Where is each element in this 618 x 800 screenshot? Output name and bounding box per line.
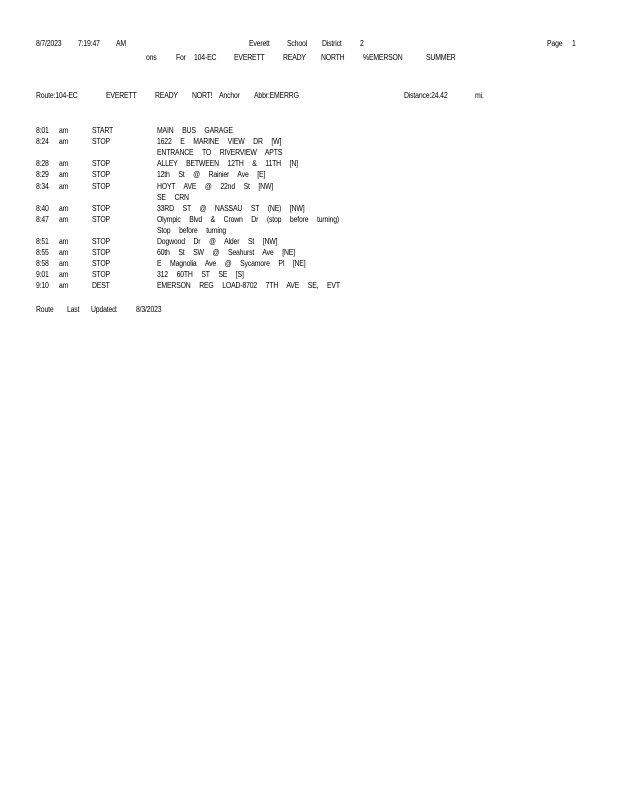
stop-desc-word: [N] [289, 159, 298, 169]
stop-desc-word: E [157, 259, 162, 269]
stop-time: 8:34 [36, 181, 49, 191]
stop-desc-word: ALLEY [157, 159, 178, 169]
page-label: Page [547, 39, 563, 48]
stop-desc-word: CRN [174, 192, 189, 202]
stop-ampm: am [59, 137, 69, 147]
title-word-1: Everett [249, 39, 270, 48]
subtitle-word-2: For [176, 53, 186, 62]
stop-desc-word: [NW] [258, 181, 274, 191]
report-date: 8/7/2023 [36, 39, 62, 48]
stop-type: STOP [92, 237, 110, 246]
stop-desc-word: @ [209, 237, 216, 246]
subtitle-route-code: 104-EC [194, 53, 217, 62]
stop-desc-word: MAIN [157, 126, 174, 135]
stop-desc-word: BUS [182, 126, 196, 135]
stop-desc-word: AVE [286, 281, 300, 291]
stop-description-continued [157, 193, 189, 202]
stop-desc-word: St [178, 248, 185, 258]
stop-type: STOP [92, 170, 110, 180]
stop-desc-word: TO [201, 148, 212, 158]
stop-description [157, 170, 265, 179]
stop-type: STOP [92, 248, 110, 258]
stop-time: 8:24 [36, 137, 49, 147]
stop-desc-word: Rainier [208, 170, 230, 180]
stop-desc-word: Magnolia [170, 259, 197, 269]
stop-desc-word: REG [199, 281, 214, 291]
subtitle-word-8: SUMMER [426, 53, 456, 62]
subtitle-word-7: %EMERSON [363, 53, 403, 62]
stop-description [157, 248, 295, 257]
stop-desc-word: 12th [157, 170, 170, 180]
stop-description [157, 204, 304, 213]
stop-desc-word: [NE] [282, 248, 295, 258]
stop-desc-word: 312 [157, 270, 168, 280]
stop-desc-word: @ [193, 170, 200, 180]
stop-desc-word: 1622 [157, 137, 172, 147]
stop-desc-word: @ [212, 248, 220, 258]
stop-desc-word: (stop [266, 214, 282, 224]
title-word-3: District [322, 39, 342, 48]
footer-date: 8/3/2023 [136, 305, 162, 314]
stop-desc-word: 7TH [265, 281, 279, 291]
stop-time: 8:51 [36, 237, 49, 246]
stop-desc-word: 12TH [227, 159, 244, 169]
stop-desc-word: VIEW [227, 137, 245, 147]
stop-time: 8:01 [36, 126, 49, 135]
stop-desc-word: RIVERVIEW [219, 148, 257, 158]
stop-desc-word: SW [193, 248, 204, 258]
route-id: Route:104-EC [36, 91, 78, 100]
stop-desc-word: Ave [262, 248, 274, 258]
stop-desc-word: EMERSON [157, 281, 191, 291]
stop-desc-word: 22nd [220, 181, 235, 191]
stop-time: 8:29 [36, 170, 49, 180]
stop-time: 8:47 [36, 214, 49, 224]
stop-ampm: am [59, 170, 69, 180]
stop-desc-word: HOYT [157, 181, 176, 191]
stop-desc-word: & [210, 214, 216, 224]
stop-desc-word: St [247, 237, 255, 246]
stop-desc-word: [E] [257, 170, 266, 180]
stop-desc-word: BETWEEN [186, 159, 219, 169]
stop-desc-word: ENTRANCE [157, 148, 194, 158]
stop-ampm: am [59, 237, 69, 246]
stop-description [157, 137, 281, 146]
stop-description [157, 215, 339, 224]
stop-desc-word: Sycamore [240, 259, 270, 269]
route-distance: Distance:24.42 [404, 91, 448, 100]
stop-description [157, 259, 305, 268]
stop-desc-word: [W] [271, 137, 282, 147]
stop-desc-word: ST [201, 270, 210, 280]
footer-label-2: Last [67, 305, 80, 314]
stop-desc-word: Olympic [157, 214, 181, 224]
stop-time: 8:55 [36, 248, 49, 258]
stop-time: 9:01 [36, 270, 49, 280]
stop-ampm: am [59, 159, 69, 169]
stop-desc-word: LOAD-8702 [222, 281, 258, 291]
stop-type: STOP [92, 203, 110, 213]
stop-desc-word: Pl [278, 259, 285, 269]
stop-desc-word: 60th [157, 248, 170, 258]
stop-desc-word: (NE) [267, 203, 282, 213]
stop-desc-word: @ [204, 181, 212, 191]
stop-desc-word: 11TH [265, 159, 281, 169]
route-abbr: Abbr:EMERRG [254, 91, 299, 100]
footer-label-1: Route [36, 305, 54, 314]
stop-desc-word: before [289, 214, 309, 224]
page-number: 1 [572, 39, 576, 48]
stop-type: START [92, 126, 114, 135]
stop-desc-word: Stop [157, 225, 171, 235]
stop-desc-word: ST [182, 203, 191, 213]
stop-description [157, 281, 340, 290]
stop-type: STOP [92, 181, 110, 191]
stop-desc-word: EVT [326, 281, 340, 291]
stop-type: STOP [92, 137, 110, 147]
stop-description [157, 159, 298, 168]
stop-desc-word: Ave [204, 259, 217, 269]
route-distance-unit: mi. [475, 91, 484, 100]
stop-desc-word: Dr [251, 214, 259, 224]
stop-ampm: am [59, 248, 69, 258]
stop-desc-word: E [180, 137, 185, 147]
stop-type: STOP [92, 159, 110, 169]
stop-desc-word: GARAGE [204, 126, 233, 135]
stop-desc-word: & [252, 159, 257, 169]
stop-desc-word: MARINE [193, 137, 220, 147]
stop-ampm: am [59, 214, 69, 224]
stop-desc-word: turning) [317, 214, 339, 224]
route-anchor: Anchor [219, 91, 240, 100]
stop-desc-word: 60TH [176, 270, 193, 280]
stop-description [157, 270, 244, 279]
stop-type: STOP [92, 259, 110, 269]
stop-desc-word: Crown [223, 214, 243, 224]
stop-desc-word: NASSAU [214, 203, 243, 213]
stop-ampm: am [59, 203, 69, 213]
stop-time: 8:40 [36, 203, 49, 213]
stop-desc-word: Dogwood [157, 237, 185, 246]
stop-desc-word: SE [218, 270, 228, 280]
route-name-2: READY [155, 91, 178, 100]
stop-desc-word: @ [199, 203, 207, 213]
stop-ampm: am [59, 281, 69, 291]
stop-description [157, 182, 273, 191]
stop-ampm: am [59, 181, 69, 191]
stop-time: 9:10 [36, 281, 49, 291]
stop-desc-word: DR [253, 137, 263, 147]
stop-desc-word: APTS [264, 148, 283, 158]
stop-description [157, 237, 277, 246]
stop-ampm: am [59, 126, 69, 135]
stop-desc-word: [S] [235, 270, 244, 280]
subtitle-word-5: READY [283, 53, 306, 62]
stop-desc-word: Seahurst [227, 248, 255, 258]
stop-desc-word: turning [206, 225, 227, 235]
subtitle-word-6: NORTH [321, 53, 345, 62]
stop-desc-word: SE, [307, 281, 319, 291]
stop-desc-word: [NW] [262, 237, 278, 246]
stop-desc-word: Dr [193, 237, 201, 246]
title-word-2: School [287, 39, 308, 48]
stop-desc-word: Blvd [189, 214, 202, 224]
stop-desc-word: before [179, 225, 198, 235]
subtitle-word-4: EVERETT [234, 53, 265, 62]
stop-desc-word: Ave [237, 170, 249, 180]
stop-time: 8:28 [36, 159, 49, 169]
stop-desc-word: ST [250, 203, 260, 213]
report-time: 7:19:47 [78, 39, 100, 48]
stop-desc-word: St [178, 170, 185, 180]
title-word-4: 2 [360, 39, 364, 48]
stop-desc-word: SE [157, 192, 166, 202]
stop-desc-word: St [243, 181, 250, 191]
stop-desc-word: [NE] [292, 259, 306, 269]
stop-desc-word: [NW] [289, 203, 305, 213]
stop-desc-word: @ [224, 259, 232, 269]
stop-ampm: am [59, 259, 69, 269]
stop-type: DEST [92, 281, 110, 291]
stop-description [157, 126, 233, 135]
stop-type: STOP [92, 270, 110, 280]
stop-description-continued [157, 226, 226, 235]
route-name-3: NORT! [192, 91, 213, 100]
stop-desc-word: Alder [224, 237, 240, 246]
stop-time: 8:58 [36, 259, 49, 269]
route-name-1: EVERETT [106, 91, 137, 100]
stop-desc-word: AVE [183, 181, 197, 191]
stop-description-continued [157, 148, 282, 157]
footer-label-3: Updated: [91, 305, 118, 314]
stop-desc-word: 33RD [157, 203, 174, 213]
subtitle-word-1: ons [146, 53, 157, 62]
stop-ampm: am [59, 270, 69, 280]
report-time-ampm: AM [116, 39, 126, 48]
stop-type: STOP [92, 214, 110, 224]
